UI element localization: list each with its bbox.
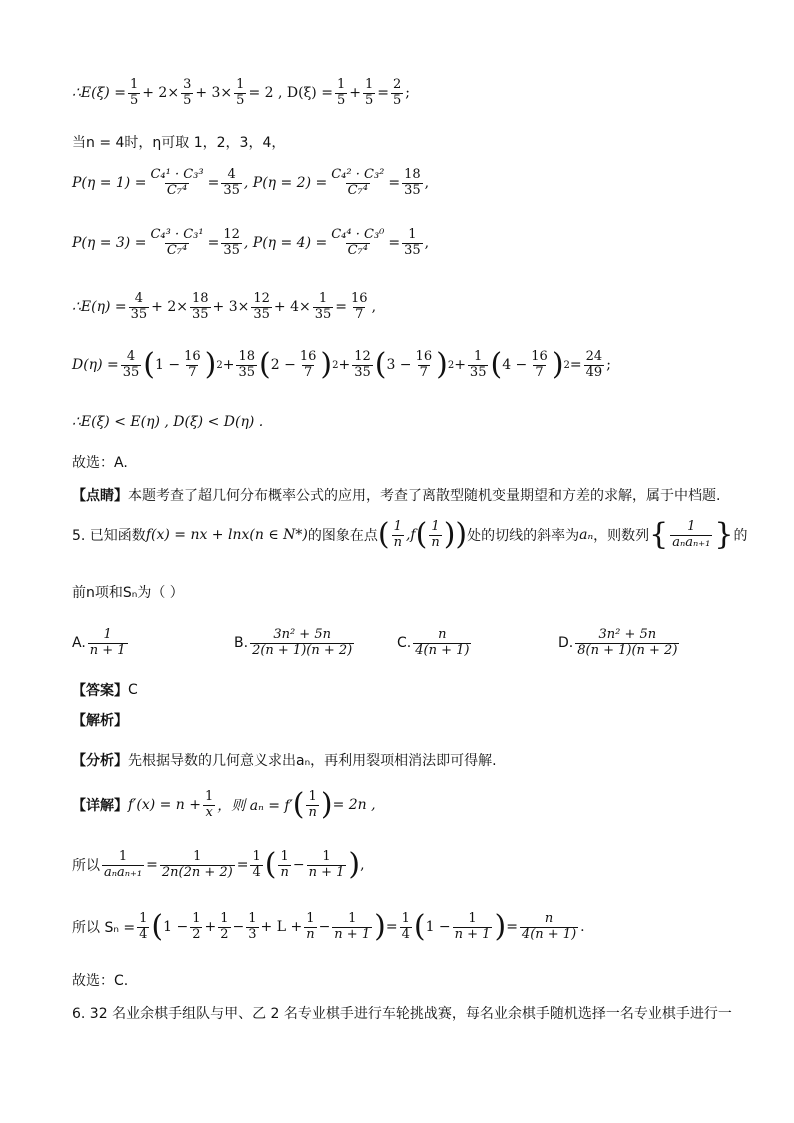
question-5-stem-cont: 前n项和Sₙ为（ ） xyxy=(72,585,184,601)
option-a[interactable]: A. $\frac{1}{n + 1}$ xyxy=(72,627,126,658)
analysis-line: 【分析】 先根据导数的几何意义求出aₙ，再利用裂项相消法即可得解. xyxy=(72,753,497,769)
option-b[interactable]: B. $\frac{\text{3n² + 5n}}{2(n + 1)(n + 2)}$ xyxy=(234,627,353,658)
variance-eta-line: D(η) = $\frac{4}{35}$ ( 1 − $\frac{16}{7}$ ) 2 + $\frac{18}{35}$ ( 2 − $\frac{16}{7}$ ) 2 + $\frac{12}{35}$ ( 3 − $\frac{16}{7}$ ) 2 + $\frac{1}{35}$ ( 4 − $\frac{16}{7}$ ) 2 = $\frac{24}{49}$ ; xyxy=(72,347,611,383)
answer-line: 【答案】 C xyxy=(72,682,138,699)
sum-line: 所以 Sₙ = $\frac{1}{4}$ ( 1 − $\frac{1}{2}$ + $\frac{1}{2}$ − $\frac{1}{3}$ + L + $\frac{1}{n}$ − $\frac{1}{n + 1}$ ) = $\frac{1}{4}$ ( 1 − $\frac{1}{n + 1}$ ) = $\frac{n}{4(n + 1)}$ . xyxy=(72,909,585,945)
expectation-eta-line: ∴E(η) = $\frac{4}{35}$ + 2× $\frac{18}{35}$ + 3× $\frac{12}{35}$ + 4× $\frac{1}{35}$ = $\frac{16}{7}$ , xyxy=(72,291,377,322)
probability-eta-1-2-line: P(η = 1) = $\frac{\text{C₄¹ · C₃³}}{\text{C₇⁴}}$ = $\frac{4}{35}$ , P(η = 2) = $\frac{\text{C₄² · C₃²}}{\text{C₇⁴}}$ = $\frac{18}{35}$ , xyxy=(72,167,430,198)
case-n4-line: 当n = 4时，η可取 1，2，3，4， xyxy=(72,135,286,151)
question-5-stem: 5. 已知函数 f(x) = nx + lnx (n ∈ N*) 的图象在点 ( $\frac{1}{n}$ , f ( $\frac{1}{n}$ ) ) 处的切线的斜率为 aₙ ，则数列 { $\frac{1}{\text{aₙaₙ₊₁}}$ } 的 xyxy=(72,517,748,553)
expectation-xi-line: ∴E(ξ) = $\frac{1}{5}$ + 2× $\frac{3}{5}$ + 3× $\frac{1}{5}$ = 2 , D(ξ) = $\frac{1}{5}$ + $\frac{1}{5}$ = $\frac{2}{5}$ ; xyxy=(72,77,410,108)
comparison-line: ∴E(ξ) < E(η) , D(ξ) < D(η) . xyxy=(72,414,264,430)
option-d[interactable]: D. $\frac{\text{3n² + 5n}}{8(n + 1)(n + 2)}$ xyxy=(558,627,678,658)
option-c[interactable]: C. $\frac{n}{4(n + 1)}$ xyxy=(397,627,470,658)
select-c-line: 故选：C. xyxy=(72,973,129,989)
select-a-line: 故选：A. xyxy=(72,455,128,471)
analysis-tag: 【解析】 xyxy=(72,713,128,729)
split-term-line: 所以 $\frac{1}{\text{aₙaₙ₊₁}}$ = $\frac{1}{2n(2n + 2)}$ = $\frac{1}{4}$ ( $\frac{1}{n}$ − $\frac{1}{n + 1}$ ) , xyxy=(72,847,365,883)
remark-line: 【点睛】 本题考查了超几何分布概率公式的应用，考查了离散型随机变量期望和方差的求解，属于中档题. xyxy=(72,488,721,504)
question-6-stem: 6. 32 名业余棋手组队与甲、乙 2 名专业棋手进行车轮挑战赛，每名业余棋手随机选择一名专业棋手进行一 xyxy=(72,1006,732,1022)
probability-eta-3-4-line: P(η = 3) = $\frac{\text{C₄³ · C₃¹}}{\text{C₇⁴}}$ = $\frac{12}{35}$ , P(η = 4) = $\frac{\text{C₄⁴ · C₃⁰}}{\text{C₇⁴}}$ = $\frac{1}{35}$ , xyxy=(72,227,430,258)
detail-line: 【详解】 f′(x) = n + $\frac{1}{x}$ ，则 aₙ = f′ ( $\frac{1}{n}$ ) = 2n , xyxy=(72,787,376,823)
